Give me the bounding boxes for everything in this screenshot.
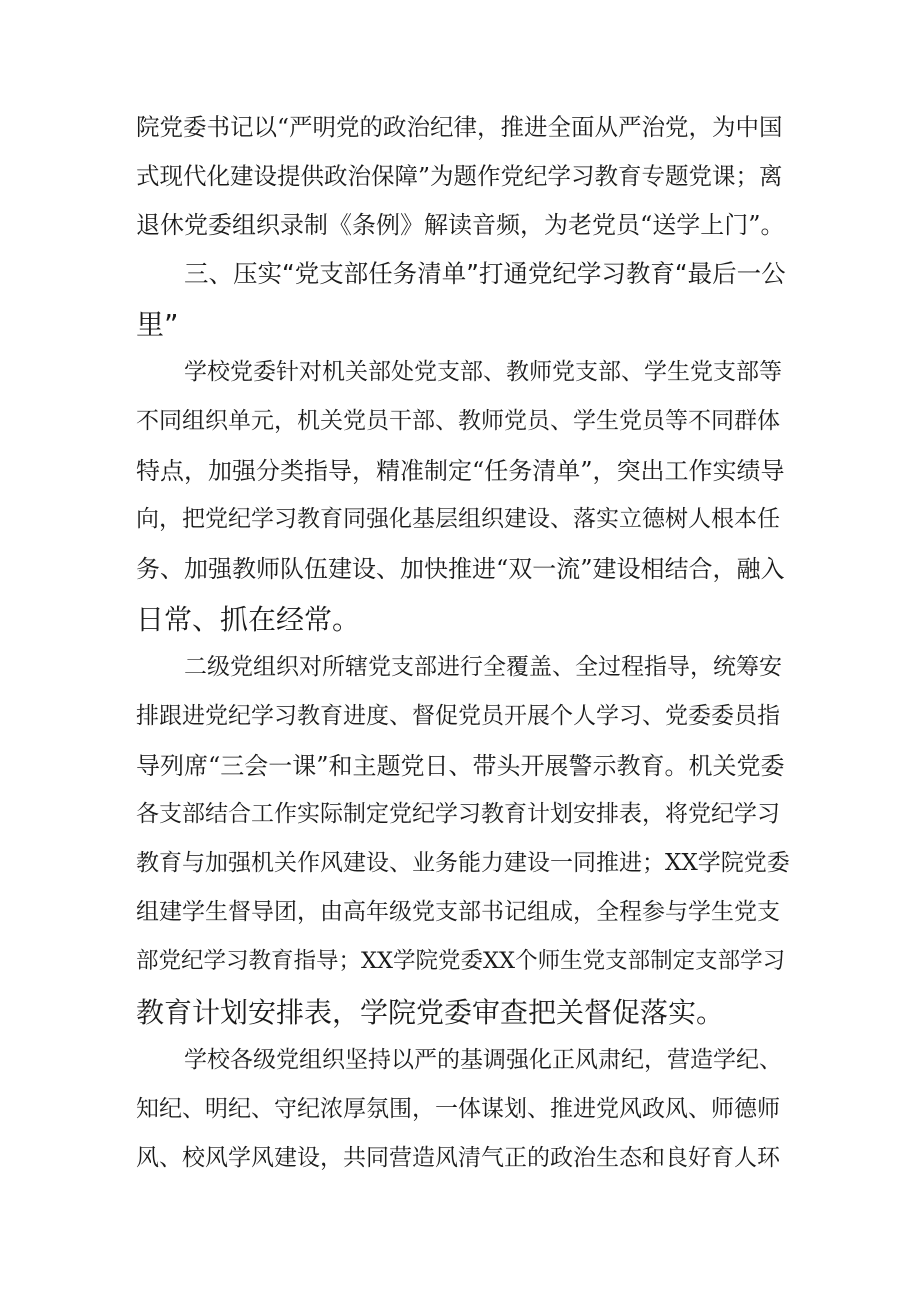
text-line: 日常、抓在经常。 <box>136 603 361 636</box>
text-line: 不同组织单元，机关党员干部、教师党员、学生党员等不同群体 <box>136 408 780 434</box>
heading-line: 里” <box>136 308 179 341</box>
text-line: 特点，加强分类指导，精准制定“任务清单”，突出工作实绩导 <box>136 457 785 485</box>
text-line: 各支部结合工作实际制定党纪学习教育计划安排表，将党纪学习 <box>136 801 780 827</box>
text-line: 排跟进党纪学习教育进度、督促党员开展个人学习、党委委员指 <box>136 703 780 729</box>
text-line: 组建学生督导团，由高年级党支部书记组成，全程参与学生党支 <box>136 899 780 925</box>
text-line: 部党纪学习教育指导；XX学院党委XX个师生党支部制定支部学习 <box>136 948 786 974</box>
text-line: 退休党委组织录制《条例》解读音频，为老党员“送学上门”。 <box>136 211 785 239</box>
text-line: 导列席“三会一课”和主题党日、带头开展警示教育。机关党委 <box>136 752 785 780</box>
text-line: 式现代化建设提供政治保障”为题作党纪学习教育专题党课；离 <box>136 162 783 190</box>
text-line: 知纪、明纪、守纪浓厚氛围，一体谋划、推进党风政风、师德师 <box>136 1096 780 1122</box>
text-line: 向，把党纪学习教育同强化基层组织建设、落实立德树人根本任 <box>136 506 780 532</box>
text-line: 学校党委针对机关部处党支部、教师党支部、学生党支部等 <box>184 359 782 385</box>
text-line: 二级党组织对所辖党支部进行全覆盖、全过程指导，统筹安 <box>184 654 782 680</box>
text-line: 学校各级党组织坚持以严的基调强化正风肃纪，营造学纪、 <box>184 1047 782 1073</box>
text-line: 教育与加强机关作风建设、业务能力建设一同推进；XX学院党委 <box>136 850 790 876</box>
heading-line: 三、压实“党支部任务清单”打通党纪学习教育“最后一公 <box>184 259 786 288</box>
text-line: 院党委书记以“严明党的政治纪律，推进全面从严治党，为中国 <box>136 113 783 141</box>
text-line: 教育计划安排表，学院党委审查把关督促落实。 <box>136 996 725 1029</box>
text-line: 风、校风学风建设，共同营造风清气正的政治生态和良好育人环 <box>136 1145 780 1171</box>
text-line: 务、加强教师队伍建设、加快推进“双一流”建设相结合，融入 <box>136 555 785 583</box>
